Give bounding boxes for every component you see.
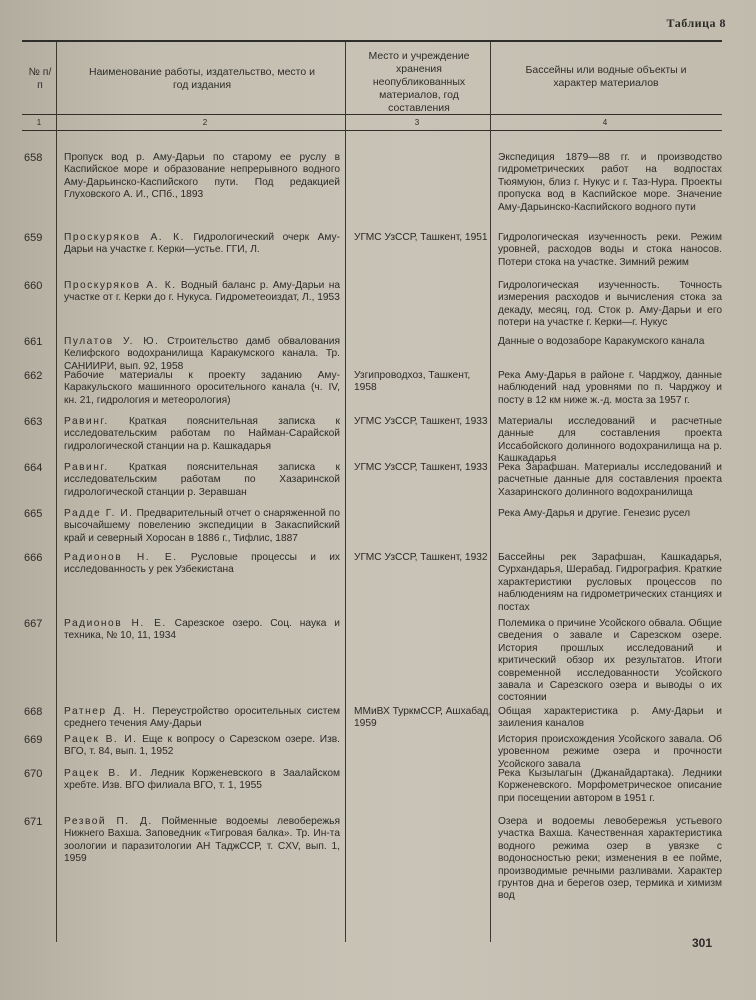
- storage-location: Узгипроводхоз, Ташкент, 1958: [354, 370, 471, 394]
- column-number-3: 3: [414, 118, 420, 127]
- materials-description: Гидрологическая изученность реки. Режим уровней, расходов воды и стока наносов. Потери стока на участке. Зимний режим: [498, 232, 722, 268]
- work-title: [64, 336, 340, 373]
- work-author: Равинг.: [64, 462, 109, 473]
- work-title: [64, 552, 340, 577]
- materials-description: Река Кызылагын (Джанайдартака). Ледники Корженевского. Морфометрическое описание при посещении автором в 1951 г.: [498, 768, 722, 804]
- row-number: 661: [24, 336, 43, 348]
- work-title-text: Пойменные водоемы левобережья Нижнего Вахша. Заповедник «Тигровая балка». Тр. Ин-та зоологии и паразитологии АН ТаджССР, т. CXV, вып. 1, 1959: [64, 816, 340, 865]
- materials-description: Озера и водоемы левобережья устьевого участка Вахша. Качественная характеристика водного режима озер в увязке с водоносностью реки; изменения в ее пойме, производимые речными разливами. Характер грунтов дна и берегов озер, термика и химизм вод: [498, 816, 722, 902]
- work-title: [64, 152, 340, 202]
- materials-description: История происхождения Усойского завала. Об уровенном режиме озера и прочности Усойского завала: [498, 734, 722, 770]
- work-title-text: Переустройство оросительных систем среднего течения Аму-Дарьи: [64, 706, 340, 730]
- work-title-text: Предварительный отчет о снаряженной по высочайшему повелению экспедиции в Закаспийский край и северный Хоросан в 1886 г., Тифлис, 1887: [64, 508, 340, 544]
- work-title-text: Сарезское озеро. Соц. наука и техника, № 10, 11, 1934: [64, 618, 340, 642]
- table-label: Таблица 8: [666, 16, 726, 30]
- work-title: [64, 370, 340, 407]
- work-author: Ратнер Д. Н.: [64, 706, 147, 717]
- work-author: Радде Г. И.: [64, 508, 134, 519]
- column-divider-3: [490, 42, 491, 942]
- work-title: [64, 280, 340, 305]
- column-number-2: 2: [202, 118, 208, 127]
- work-title-text: Ледник Корженевского в Заалайском хребте. Изв. ВГО филиала ВГО, т. 1, 1955: [64, 768, 340, 792]
- work-author: Радионов Н. Е.: [64, 552, 178, 563]
- storage-location: УГМС УзССР, Ташкент, 1951: [354, 232, 488, 243]
- work-title: [64, 416, 340, 453]
- header-col-title: Наименование работы, издательство, место и год издания: [89, 66, 315, 91]
- header-top-rule: [22, 40, 722, 42]
- work-title-text: Пропуск вод р. Аму-Дарьи по старому ее руслу в Каспийское море и образование непрерывного водного Аму-Дарьинско-Каспийского пути. Под редакцией Глуховского А. И., СПб., 1893: [64, 152, 340, 201]
- row-number: 664: [24, 462, 43, 474]
- materials-description: Бассейны рек Зарафшан, Кашкадарья, Сурхандарья, Шерабад. Гидрография. Краткие характеристики русловых процессов по наблюдениям на гидрометрических станциях и постах: [498, 552, 722, 613]
- work-title-text: Еще к вопросу о Сарезском озере. Изв. ВГО, т. 84, вып. 1, 1952: [64, 734, 340, 758]
- work-title: [64, 508, 340, 545]
- work-author: Резвой П. Д.: [64, 816, 153, 827]
- materials-description: Данные о водозаборе Каракумского канала: [498, 336, 705, 347]
- row-number: 670: [24, 768, 43, 780]
- row-number: 665: [24, 508, 43, 520]
- materials-description: Гидрологическая изученность. Точность измерения расходов и вычисления стока за декаду, месяц, год. Сток р. Аму-Дарьи и его потери на участке г. Керки—г. Нукус: [498, 280, 722, 329]
- work-title: [64, 768, 340, 793]
- work-title: [64, 462, 340, 499]
- work-title: [64, 618, 340, 643]
- materials-description: Экспедиция 1879—88 гг. и производство гидрометрических работ на водпостах Тюямуюн, близ г. Нукус и г. Таз-Нура. Проекты пропуска вод в Каспийское море. Значение Аму-Дарьинско-Каспийского водного пути: [498, 152, 722, 213]
- row-number: 663: [24, 416, 43, 428]
- materials-description: Река Аму-Дарья в районе г. Чарджоу, данные наблюдений над уровнями по п. Чарджоу и посту в 12 км ниже ж.-д. моста за 1957 г.: [498, 370, 722, 406]
- row-number: 671: [24, 816, 43, 828]
- work-author: Равинг.: [64, 416, 109, 427]
- work-author: Проскуряков А. К.: [64, 232, 185, 243]
- work-title-text: Краткая пояснительная записка к исследовательским работам по Найман-Сарайской гидрологической станции на р. Кашкадарья: [64, 416, 340, 452]
- work-title: [64, 706, 340, 731]
- row-number: 668: [24, 706, 43, 718]
- storage-location: ММиВХ ТуркмССР, Ашхабад, 1959: [354, 706, 492, 730]
- column-divider-1: [56, 42, 57, 942]
- work-title-text: Краткая пояснительная записка к исследовательским работам по Хазаринской гидрологической станции р. Зеравшан: [64, 462, 340, 498]
- work-title: [64, 734, 340, 759]
- work-author: Рацек В. И.: [64, 768, 144, 779]
- work-author: Радионов Н. Е.: [64, 618, 167, 629]
- materials-description: Река Аму-Дарья и другие. Генезис русел: [498, 508, 691, 519]
- storage-location: УГМС УзССР, Ташкент, 1932: [354, 552, 488, 563]
- row-number: 662: [24, 370, 43, 382]
- work-title-text: Водный баланс р. Аму-Дарьи на участке от г. Керки до г. Нукуса. Гидрометеоиздат, Л., 1953: [64, 280, 340, 304]
- work-author: Рацек В. И.: [64, 734, 138, 745]
- header-col-description: Бассейны или водные объекты и характер материалов: [525, 64, 687, 89]
- work-title-text: Гидрологический очерк Аму-Дарьи на участке г. Керки—устье. ГГИ, Л.: [64, 232, 340, 256]
- storage-location: УГМС УзССР, Ташкент, 1933: [354, 416, 488, 427]
- row-number: 660: [24, 280, 43, 292]
- row-number: 666: [24, 552, 43, 564]
- storage-location: УГМС УзССР, Ташкент, 1933: [354, 462, 488, 473]
- work-title: [64, 816, 340, 866]
- page-number: 301: [691, 936, 712, 950]
- work-title-text: Рабочие материалы к проекту заданию Аму-Каракульского машинного оросительного канала (ч. IV, кн. 21, гидрология и метеорология): [64, 370, 340, 406]
- materials-description: Материалы исследований и расчетные данные для составления проекта Иссабойского долинного водохранилища на р. Кашкадарья: [498, 416, 722, 465]
- header-col-number: № п/п: [28, 66, 52, 91]
- row-number: 667: [24, 618, 43, 630]
- row-number: 659: [24, 232, 43, 244]
- work-title-text: Строительство дамб обвалования Келифского водохранилища Каракумского канала. Тр. САНИИРИ, вып. 92, 1958: [64, 336, 340, 372]
- materials-description: Река Зарафшан. Материалы исследований и расчетные данные для составления проекта Хазаринского долинного водохранилища: [498, 462, 722, 498]
- materials-description: Общая характеристика р. Аму-Дарьи и заиления каналов: [498, 706, 722, 730]
- materials-description: Полемика о причине Усойского обвала. Общие сведения о завале и Сарезском озере. История прошлых исследований и критический обзор их результатов. Итоги современной исследованности Усойского завала и Сарезского озера и выводы о их состоянии: [498, 618, 722, 704]
- work-title: [64, 232, 340, 257]
- header-col-storage: Место и учреждение хранения неопубликованных материалов, год составления: [368, 50, 470, 114]
- column-number-1: 1: [36, 118, 42, 127]
- work-author: Пулатов У. Ю.: [64, 336, 160, 347]
- row-number: 669: [24, 734, 43, 746]
- colnum-bottom-rule: [22, 130, 722, 131]
- column-number-4: 4: [602, 118, 608, 127]
- row-number: 658: [24, 152, 43, 164]
- work-author: Проскуряков А. К.: [64, 280, 177, 291]
- column-divider-2: [345, 42, 346, 942]
- work-title-text: Русловые процессы и их исследованность у рек Узбекистана: [64, 552, 340, 576]
